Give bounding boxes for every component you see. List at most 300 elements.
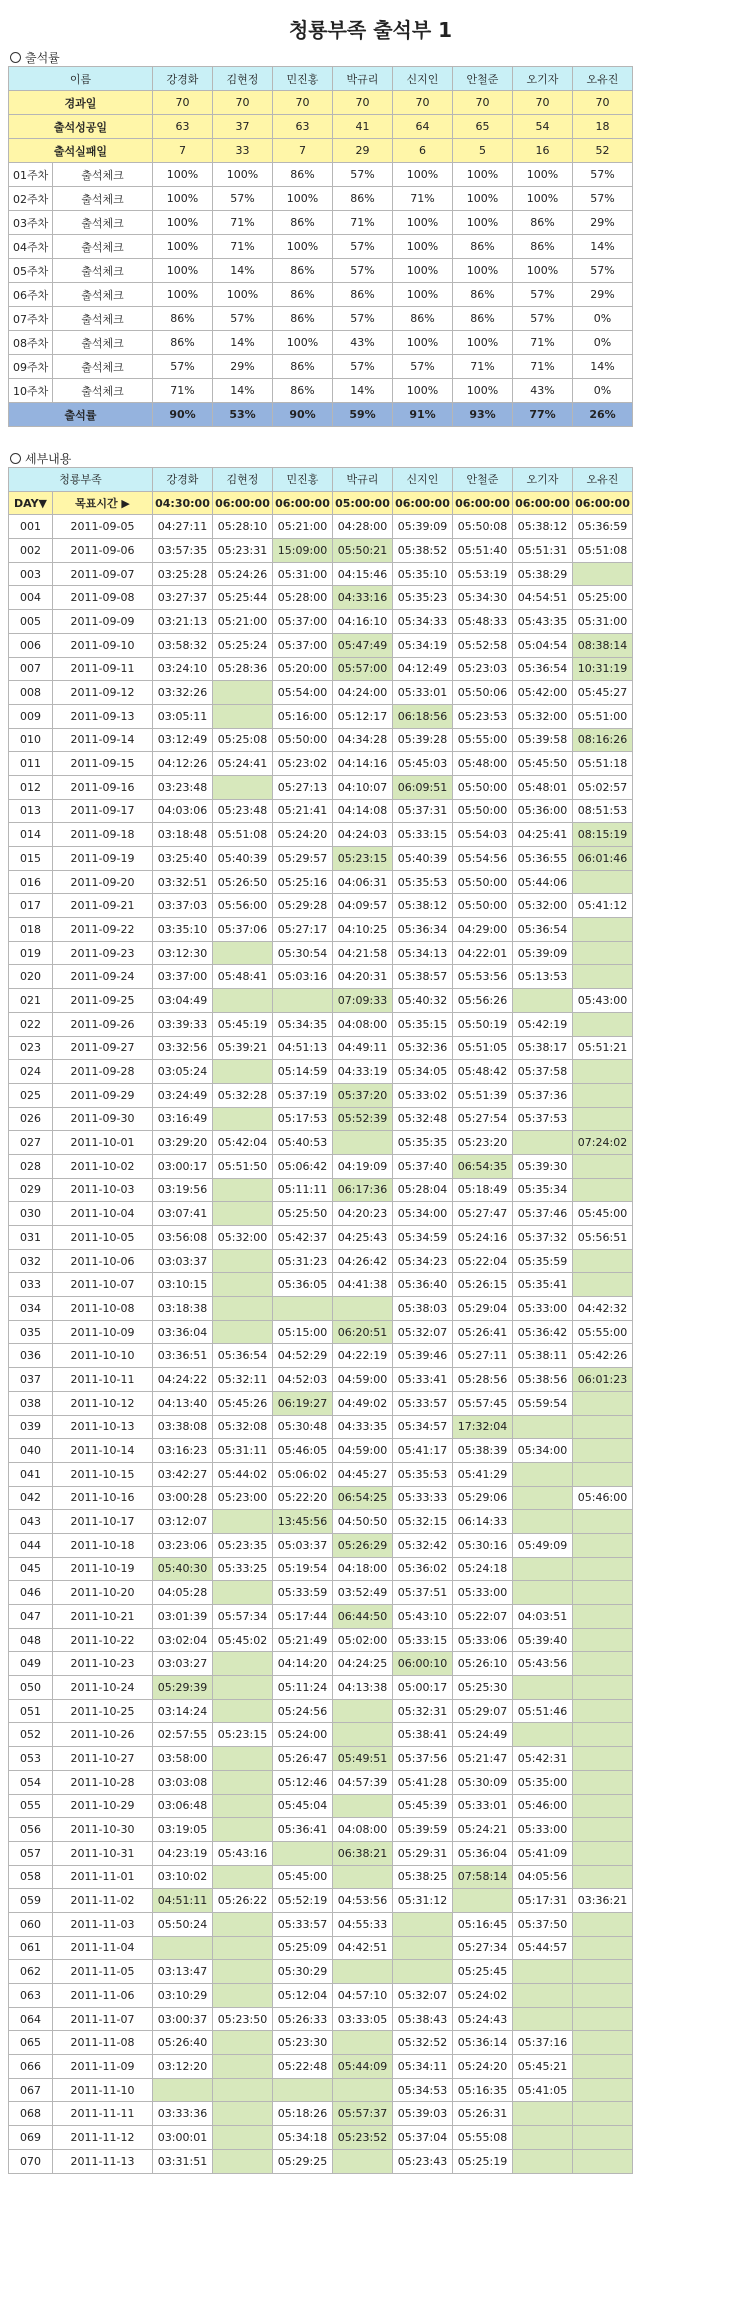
week-rate-value: 14%: [333, 379, 393, 403]
day-row: [9, 586, 633, 610]
time-cell: 05:36:00: [513, 799, 573, 823]
total-rate-value: 53%: [213, 403, 273, 427]
time-cell: 03:33:05: [333, 2007, 393, 2031]
time-cell: 04:27:11: [153, 515, 213, 539]
time-cell: 05:39:28: [393, 728, 453, 752]
week-rate-value: 57%: [333, 355, 393, 379]
time-cell: 05:31:00: [573, 610, 633, 634]
time-cell: 03:38:08: [153, 1415, 213, 1439]
week-row: [9, 283, 633, 307]
empty-cell: [573, 1533, 633, 1557]
week-rate-value: 86%: [273, 355, 333, 379]
date-cell: 2011-09-26: [53, 1012, 153, 1036]
header-cell-person: 오기자: [513, 468, 573, 492]
day-row: [9, 2031, 633, 2055]
time-cell: 04:15:46: [333, 562, 393, 586]
day-row: [9, 681, 633, 705]
time-cell: 05:06:42: [273, 1154, 333, 1178]
empty-cell: [513, 1557, 573, 1581]
time-cell: 05:15:00: [273, 1320, 333, 1344]
time-cell: 05:34:19: [393, 633, 453, 657]
time-cell: 05:38:12: [513, 515, 573, 539]
time-cell: 05:40:32: [393, 989, 453, 1013]
time-cell: 05:59:54: [513, 1391, 573, 1415]
header-cell-person: 민진홍: [273, 468, 333, 492]
date-cell: 2011-11-02: [53, 1889, 153, 1913]
late-time-cell: 08:38:14: [573, 633, 633, 657]
time-cell: 03:37:03: [153, 894, 213, 918]
day-number: 046: [9, 1581, 53, 1605]
time-cell: 05:34:59: [393, 1226, 453, 1250]
time-cell: 05:35:15: [393, 1012, 453, 1036]
date-cell: 2011-09-14: [53, 728, 153, 752]
summary-value: 70: [153, 91, 213, 115]
time-cell: 05:16:35: [453, 2078, 513, 2102]
time-cell: 05:27:17: [273, 918, 333, 942]
day-row: [9, 1060, 633, 1084]
week-row: [9, 163, 633, 187]
day-row: [9, 894, 633, 918]
time-cell: 05:29:07: [453, 1699, 513, 1723]
empty-cell: [213, 1770, 273, 1794]
empty-cell: [573, 1060, 633, 1084]
late-time-cell: 06:44:50: [333, 1605, 393, 1629]
empty-cell: [573, 562, 633, 586]
empty-cell: [333, 1794, 393, 1818]
date-cell: 2011-09-29: [53, 1083, 153, 1107]
time-cell: 05:37:19: [273, 1083, 333, 1107]
time-cell: 05:27:47: [453, 1202, 513, 1226]
summary-row: [9, 91, 633, 115]
day-row: [9, 870, 633, 894]
day-number: 019: [9, 941, 53, 965]
time-cell: 05:26:10: [453, 1652, 513, 1676]
time-cell: 05:06:02: [273, 1462, 333, 1486]
week-rate-value: 100%: [393, 211, 453, 235]
time-cell: 05:37:32: [513, 1226, 573, 1250]
time-cell: 05:45:03: [393, 752, 453, 776]
time-cell: 05:29:06: [453, 1486, 513, 1510]
day-row: [9, 1391, 633, 1415]
time-cell: 05:45:00: [573, 1202, 633, 1226]
time-cell: 05:45:00: [273, 1865, 333, 1889]
time-cell: 05:52:19: [273, 1889, 333, 1913]
time-cell: 03:13:47: [153, 1960, 213, 1984]
time-cell: 05:29:31: [393, 1841, 453, 1865]
week-rate-value: 43%: [513, 379, 573, 403]
day-number: 048: [9, 1628, 53, 1652]
time-cell: 05:50:00: [453, 799, 513, 823]
time-cell: 05:21:00: [273, 515, 333, 539]
time-cell: 05:33:57: [393, 1391, 453, 1415]
week-rate-value: 100%: [453, 211, 513, 235]
time-cell: 05:45:50: [513, 752, 573, 776]
late-time-cell: 08:16:26: [573, 728, 633, 752]
header-cell-person: 강경화: [153, 468, 213, 492]
time-cell: 03:56:08: [153, 1226, 213, 1250]
week-row: [9, 307, 633, 331]
time-cell: 05:22:07: [453, 1605, 513, 1629]
time-cell: 05:48:01: [513, 775, 573, 799]
day-number: 038: [9, 1391, 53, 1415]
date-cell: 2011-10-02: [53, 1154, 153, 1178]
time-cell: 05:32:36: [393, 1036, 453, 1060]
day-row: [9, 1699, 633, 1723]
time-cell: 05:18:26: [273, 2102, 333, 2126]
time-cell: 04:21:58: [333, 941, 393, 965]
header-cell-name: 이름: [9, 67, 153, 91]
empty-cell: [273, 2078, 333, 2102]
late-time-cell: 05:23:15: [333, 847, 393, 871]
time-cell: 04:54:51: [513, 586, 573, 610]
time-cell: 05:30:09: [453, 1770, 513, 1794]
empty-cell: [573, 1652, 633, 1676]
empty-cell: [513, 1462, 573, 1486]
time-cell: 05:40:39: [393, 847, 453, 871]
week-label: 01주차: [9, 163, 53, 187]
week-rate-value: 57%: [573, 187, 633, 211]
time-cell: 05:35:23: [393, 586, 453, 610]
date-cell: 2011-09-30: [53, 1107, 153, 1131]
week-rate-value: 57%: [213, 307, 273, 331]
page-title: 청룡부족 출석부 1: [288, 18, 453, 42]
week-rate-value: 14%: [213, 379, 273, 403]
late-time-cell: 05:49:51: [333, 1747, 393, 1771]
time-cell: 03:23:06: [153, 1533, 213, 1557]
empty-cell: [393, 1936, 453, 1960]
date-cell: 2011-09-28: [53, 1060, 153, 1084]
day-number: 002: [9, 539, 53, 563]
empty-cell: [213, 1510, 273, 1534]
empty-cell: [393, 1912, 453, 1936]
time-cell: 05:36:14: [453, 2031, 513, 2055]
time-cell: 05:50:24: [153, 1912, 213, 1936]
day-row: [9, 1036, 633, 1060]
time-cell: 05:35:34: [513, 1178, 573, 1202]
time-cell: 05:38:43: [393, 2007, 453, 2031]
time-cell: 05:35:00: [513, 1770, 573, 1794]
day-number: 011: [9, 752, 53, 776]
empty-cell: [573, 1605, 633, 1629]
time-cell: 03:36:21: [573, 1889, 633, 1913]
time-cell: 05:26:31: [453, 2102, 513, 2126]
time-cell: 05:54:00: [273, 681, 333, 705]
header-cell-person: 오유진: [573, 67, 633, 91]
day-number: 060: [9, 1912, 53, 1936]
time-cell: 04:08:00: [333, 1818, 393, 1842]
time-cell: 05:25:19: [453, 2149, 513, 2173]
day-row: [9, 1889, 633, 1913]
day-number: 040: [9, 1439, 53, 1463]
time-cell: 05:37:04: [393, 2126, 453, 2150]
week-rate-value: 57%: [153, 355, 213, 379]
empty-cell: [213, 1865, 273, 1889]
week-rate-value: 100%: [153, 211, 213, 235]
week-rate-value: 71%: [153, 379, 213, 403]
week-row: [9, 331, 633, 355]
time-cell: 05:32:07: [393, 1984, 453, 2008]
empty-cell: [513, 1486, 573, 1510]
total-rate-value: 90%: [273, 403, 333, 427]
day-number: 063: [9, 1984, 53, 2008]
time-cell: 05:37:56: [393, 1747, 453, 1771]
date-cell: 2011-10-22: [53, 1628, 153, 1652]
day-number: 024: [9, 1060, 53, 1084]
time-cell: 04:18:00: [333, 1557, 393, 1581]
time-cell: 05:26:15: [453, 1273, 513, 1297]
time-cell: 05:43:00: [573, 989, 633, 1013]
day-number: 055: [9, 1794, 53, 1818]
day-number: 009: [9, 704, 53, 728]
empty-cell: [513, 1581, 573, 1605]
time-cell: 05:36:59: [573, 515, 633, 539]
time-cell: 05:55:00: [453, 728, 513, 752]
summary-value: 7: [273, 139, 333, 163]
time-cell: 05:24:21: [453, 1818, 513, 1842]
week-rate-value: 100%: [453, 163, 513, 187]
date-cell: 2011-11-13: [53, 2149, 153, 2173]
week-rate-value: 86%: [333, 283, 393, 307]
summary-value: 33: [213, 139, 273, 163]
time-cell: 05:23:15: [213, 1723, 273, 1747]
week-row: [9, 379, 633, 403]
time-cell: 05:17:44: [273, 1605, 333, 1629]
time-cell: 05:31:23: [273, 1249, 333, 1273]
late-time-cell: 06:01:23: [573, 1368, 633, 1392]
time-cell: 05:25:24: [213, 633, 273, 657]
time-cell: 05:42:04: [213, 1131, 273, 1155]
time-cell: 05:44:57: [513, 1936, 573, 1960]
date-cell: 2011-10-15: [53, 1462, 153, 1486]
attendance-check-label: 출석체크: [53, 307, 153, 331]
time-cell: 05:37:36: [513, 1083, 573, 1107]
time-cell: 03:12:49: [153, 728, 213, 752]
day-row: [9, 1794, 633, 1818]
time-cell: 05:34:23: [393, 1249, 453, 1273]
empty-cell: [513, 2102, 573, 2126]
late-time-cell: 08:15:19: [573, 823, 633, 847]
empty-cell: [153, 2078, 213, 2102]
time-cell: 05:36:40: [393, 1273, 453, 1297]
late-time-cell: 06:09:51: [393, 775, 453, 799]
day-number: 036: [9, 1344, 53, 1368]
day-row: [9, 1202, 633, 1226]
time-cell: 03:29:20: [153, 1131, 213, 1155]
time-cell: 05:37:53: [513, 1107, 573, 1131]
time-cell: 05:46:00: [513, 1794, 573, 1818]
day-row: [9, 1178, 633, 1202]
day-number: 030: [9, 1202, 53, 1226]
time-cell: 05:50:00: [453, 894, 513, 918]
time-cell: 05:41:09: [513, 1841, 573, 1865]
time-cell: 05:11:11: [273, 1178, 333, 1202]
week-label: 03주차: [9, 211, 53, 235]
day-row: [9, 1841, 633, 1865]
time-cell: 05:38:52: [393, 539, 453, 563]
time-cell: 04:19:09: [333, 1154, 393, 1178]
time-cell: 05:16:45: [453, 1912, 513, 1936]
time-cell: 05:45:04: [273, 1794, 333, 1818]
time-cell: 03:12:30: [153, 941, 213, 965]
day-number: 035: [9, 1320, 53, 1344]
time-cell: 05:38:11: [513, 1344, 573, 1368]
time-cell: 05:36:05: [273, 1273, 333, 1297]
day-row: [9, 847, 633, 871]
day-row: [9, 657, 633, 681]
late-time-cell: 06:01:46: [573, 847, 633, 871]
week-row: [9, 355, 633, 379]
week-rate-value: 86%: [513, 211, 573, 235]
time-cell: 05:25:09: [273, 1936, 333, 1960]
day-row: [9, 1818, 633, 1842]
time-cell: 05:38:29: [513, 562, 573, 586]
date-cell: 2011-09-10: [53, 633, 153, 657]
time-cell: 05:23:30: [273, 2031, 333, 2055]
week-rate-value: 71%: [213, 211, 273, 235]
summary-value: 70: [393, 91, 453, 115]
empty-cell: [513, 2149, 573, 2173]
time-cell: 05:04:54: [513, 633, 573, 657]
time-cell: 05:23:02: [273, 752, 333, 776]
day-row: [9, 799, 633, 823]
day-row: [9, 1723, 633, 1747]
time-cell: 05:17:31: [513, 1889, 573, 1913]
time-cell: 05:37:16: [513, 2031, 573, 2055]
attendance-rate-table: [8, 66, 633, 427]
section-details-heading: [0, 449, 741, 467]
time-cell: 03:36:51: [153, 1344, 213, 1368]
day-row: [9, 1012, 633, 1036]
time-cell: 05:31:11: [213, 1439, 273, 1463]
summary-value: 52: [573, 139, 633, 163]
late-time-cell: 17:32:04: [453, 1415, 513, 1439]
time-cell: 03:37:00: [153, 965, 213, 989]
time-cell: 04:41:38: [333, 1273, 393, 1297]
day-label: DAY▼: [9, 491, 53, 515]
day-row: [9, 1936, 633, 1960]
time-cell: 05:37:50: [513, 1912, 573, 1936]
date-cell: 2011-09-06: [53, 539, 153, 563]
time-cell: 05:25:45: [453, 1960, 513, 1984]
table-header-row: [9, 67, 633, 91]
empty-cell: [333, 2149, 393, 2173]
time-cell: 04:52:29: [273, 1344, 333, 1368]
time-cell: 05:26:33: [273, 2007, 333, 2031]
date-cell: 2011-10-13: [53, 1415, 153, 1439]
time-cell: 03:12:20: [153, 2055, 213, 2079]
time-cell: 05:30:48: [273, 1415, 333, 1439]
week-rate-value: 71%: [453, 355, 513, 379]
time-cell: 05:34:13: [393, 941, 453, 965]
empty-cell: [213, 2102, 273, 2126]
time-cell: 03:57:35: [153, 539, 213, 563]
time-cell: 05:21:00: [213, 610, 273, 634]
empty-cell: [573, 2078, 633, 2102]
time-cell: 05:38:03: [393, 1297, 453, 1321]
target-time-value: 06:00:00: [393, 491, 453, 515]
header-cell-person: 안철준: [453, 468, 513, 492]
time-cell: 05:50:19: [453, 1012, 513, 1036]
day-number: 039: [9, 1415, 53, 1439]
time-cell: 05:28:36: [213, 657, 273, 681]
late-time-cell: 05:26:29: [333, 1533, 393, 1557]
empty-cell: [573, 1912, 633, 1936]
empty-cell: [573, 1581, 633, 1605]
empty-cell: [573, 1723, 633, 1747]
summary-value: 70: [333, 91, 393, 115]
empty-cell: [213, 2126, 273, 2150]
week-rate-value: 100%: [213, 283, 273, 307]
time-cell: 05:41:12: [573, 894, 633, 918]
time-cell: 05:21:41: [273, 799, 333, 823]
time-cell: 04:13:38: [333, 1676, 393, 1700]
target-time-label: 목표시간 ▶: [53, 491, 153, 515]
summary-value: 7: [153, 139, 213, 163]
time-cell: 05:19:54: [273, 1557, 333, 1581]
time-cell: 03:03:27: [153, 1652, 213, 1676]
day-row: [9, 633, 633, 657]
time-cell: 05:51:31: [513, 539, 573, 563]
empty-cell: [573, 1462, 633, 1486]
date-cell: 2011-10-17: [53, 1510, 153, 1534]
time-cell: 03:31:51: [153, 2149, 213, 2173]
date-cell: 2011-10-12: [53, 1391, 153, 1415]
empty-cell: [573, 1154, 633, 1178]
date-cell: 2011-11-06: [53, 1984, 153, 2008]
empty-cell: [573, 1794, 633, 1818]
day-number: 017: [9, 894, 53, 918]
section-label: 세부내용: [25, 451, 72, 466]
time-cell: 05:39:03: [393, 2102, 453, 2126]
week-rate-value: 14%: [213, 259, 273, 283]
day-row: [9, 1912, 633, 1936]
date-cell: 2011-09-24: [53, 965, 153, 989]
late-time-cell: 05:37:20: [333, 1083, 393, 1107]
attendance-check-label: 출석체크: [53, 235, 153, 259]
day-row: [9, 1083, 633, 1107]
day-number: 067: [9, 2078, 53, 2102]
day-row: [9, 1865, 633, 1889]
summary-row: [9, 115, 633, 139]
week-rate-value: 100%: [453, 187, 513, 211]
date-cell: 2011-10-30: [53, 1818, 153, 1842]
time-cell: 05:33:00: [513, 1818, 573, 1842]
time-cell: 05:37:00: [273, 610, 333, 634]
time-cell: 05:24:18: [453, 1557, 513, 1581]
time-cell: 05:27:11: [453, 1344, 513, 1368]
target-time-value: 06:00:00: [513, 491, 573, 515]
time-cell: 05:36:41: [273, 1818, 333, 1842]
empty-cell: [453, 1889, 513, 1913]
empty-cell: [513, 1131, 573, 1155]
time-cell: 05:34:11: [393, 2055, 453, 2079]
day-row: [9, 1581, 633, 1605]
empty-cell: [573, 941, 633, 965]
time-cell: 05:51:50: [213, 1154, 273, 1178]
time-cell: 04:06:31: [333, 870, 393, 894]
empty-cell: [573, 1415, 633, 1439]
empty-cell: [333, 2031, 393, 2055]
empty-cell: [573, 1818, 633, 1842]
time-cell: 04:13:40: [153, 1391, 213, 1415]
time-cell: 04:10:25: [333, 918, 393, 942]
day-number: 025: [9, 1083, 53, 1107]
time-cell: 05:32:48: [393, 1107, 453, 1131]
date-cell: 2011-10-11: [53, 1368, 153, 1392]
time-cell: 05:36:42: [513, 1320, 573, 1344]
week-rate-value: 86%: [273, 379, 333, 403]
day-number: 003: [9, 562, 53, 586]
